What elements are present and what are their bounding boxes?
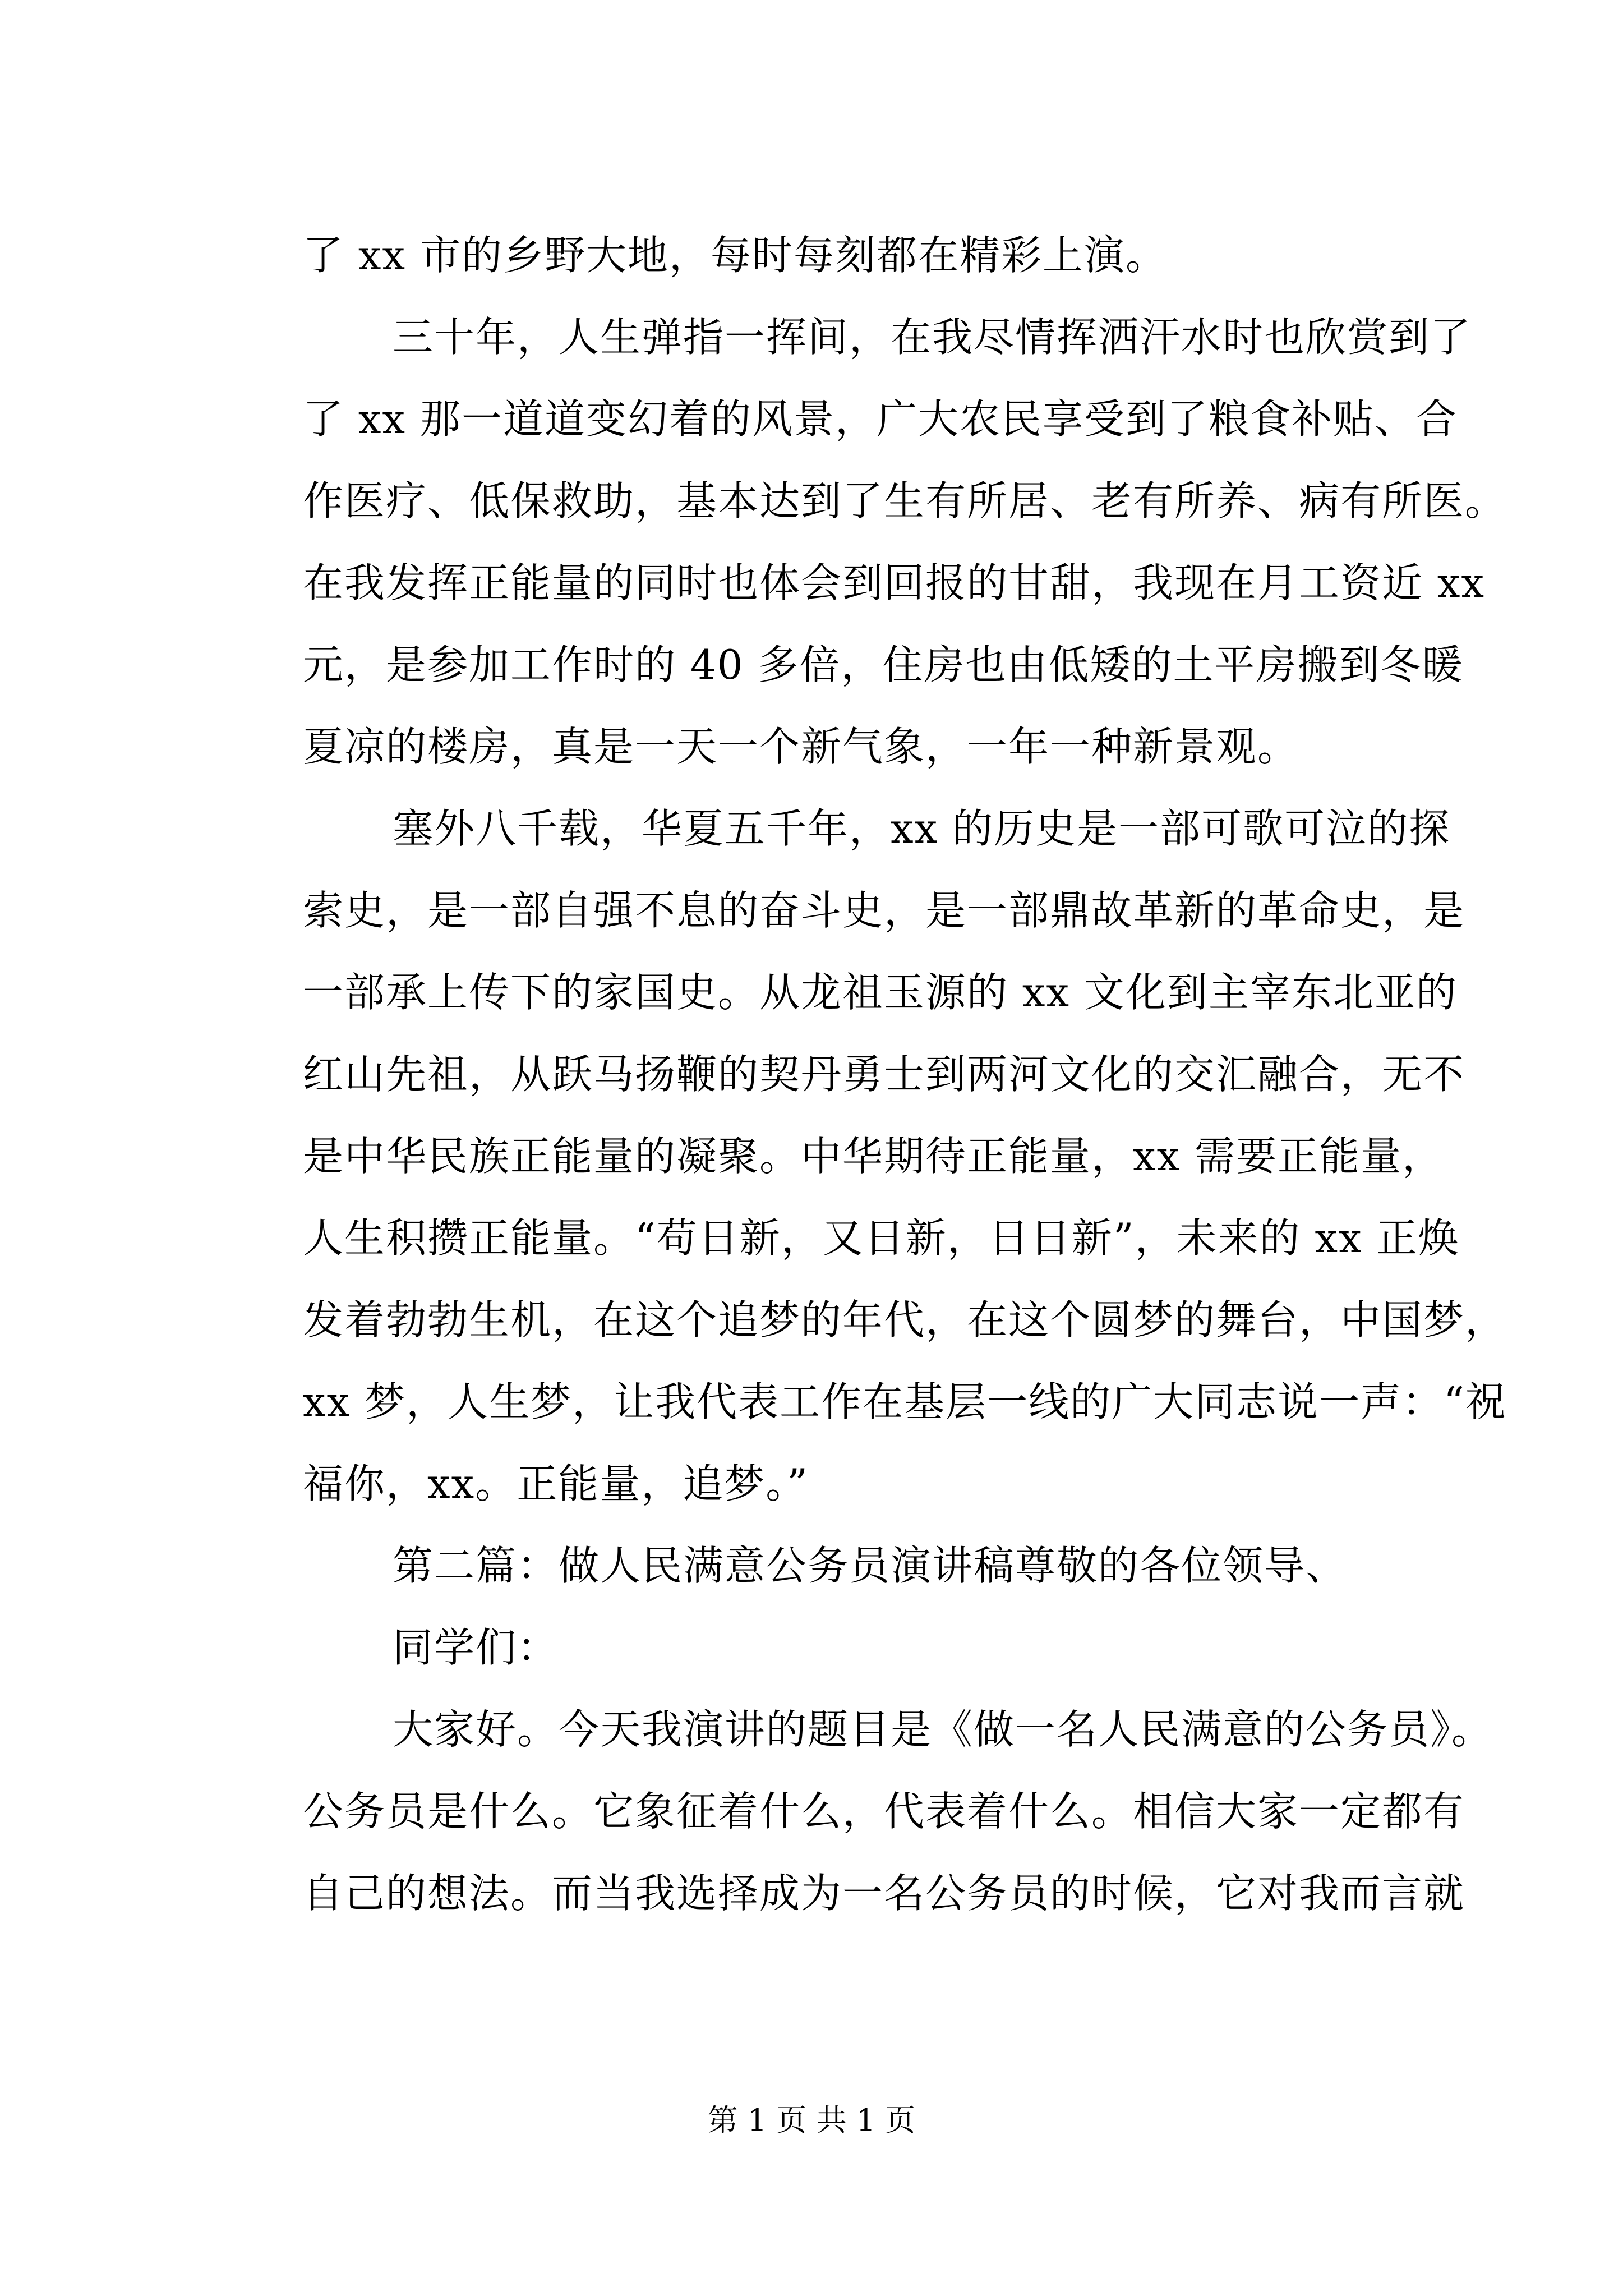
text-line: 自己的想法。而当我选择成为一名公务员的时候，它对我而言就 [303, 1870, 1465, 1917]
text-line: 夏凉的楼房，真是一天一个新气象，一年一种新景观。 [303, 723, 1299, 770]
text-line: 同学们： [393, 1624, 559, 1671]
text-line: 塞外八千载，华夏五千年，xx 的历史是一部可歌可泣的探 [393, 805, 1451, 852]
text-line: 作医疗、低保救助，基本达到了生有所居、老有所养、病有所医。 [303, 477, 1507, 524]
page-footer: 第 1 页 共 1 页 [707, 2102, 916, 2138]
paragraph [303, 1607, 1419, 1688]
text-line: 了 xx 市的乡野大地，每时每刻都在精彩上演。 [303, 232, 1167, 279]
text-line: 三十年，人生弹指一挥间，在我尽情挥洒汗水时也欣赏到了 [393, 314, 1472, 361]
paragraph [303, 788, 1507, 1525]
text-line: xx 梦，人生梦，让我代表工作在基层一线的广大同志说一声：“祝 [303, 1378, 1507, 1425]
text-line: 一部承上传下的家国史。从龙祖玉源的 xx 文化到主宰东北亚的 [303, 969, 1458, 1016]
text-line: 在我发挥正能量的同时也体会到回报的甘甜，我现在月工资近 xx [303, 559, 1486, 606]
document-body [303, 214, 1507, 1934]
paragraph [303, 296, 1507, 788]
text-line: 元，是参加工作时的 40 多倍，住房也由低矮的土平房搬到冬暖 [303, 641, 1464, 688]
paragraph [303, 214, 1419, 296]
paragraph [303, 1525, 1419, 1607]
text-line: 红山先祖，从跃马扬鞭的契丹勇士到两河文化的交汇融合，无不 [303, 1051, 1465, 1098]
paragraph [303, 1688, 1493, 1934]
text-line: 福你，xx。正能量，追梦。” [303, 1460, 809, 1507]
text-line: 人生积攒正能量。“苟日新，又日新，日日新”，未来的 xx 正焕 [303, 1214, 1460, 1262]
text-line: 了 xx 那一道道变幻着的风景，广大农民享受到了粮食补贴、合 [303, 395, 1458, 443]
text-line: 公务员是什么。它象征着什么，代表着什么。相信大家一定都有 [303, 1788, 1465, 1835]
text-line: 是中华民族正能量的凝聚。中华期待正能量，xx 需要正能量， [303, 1133, 1444, 1180]
text-line: 大家好。今天我演讲的题目是《做一名人民满意的公务员》。 [393, 1706, 1493, 1753]
text-line: 索史，是一部自强不息的奋斗史，是一部鼎故革新的革命史，是 [303, 887, 1465, 934]
text-line: 第二篇：做人民满意公务员演讲稿尊敬的各位领导、 [393, 1542, 1348, 1589]
text-line: 发着勃勃生机，在这个追梦的年代，在这个圆梦的舞台，中国梦， [303, 1296, 1507, 1343]
